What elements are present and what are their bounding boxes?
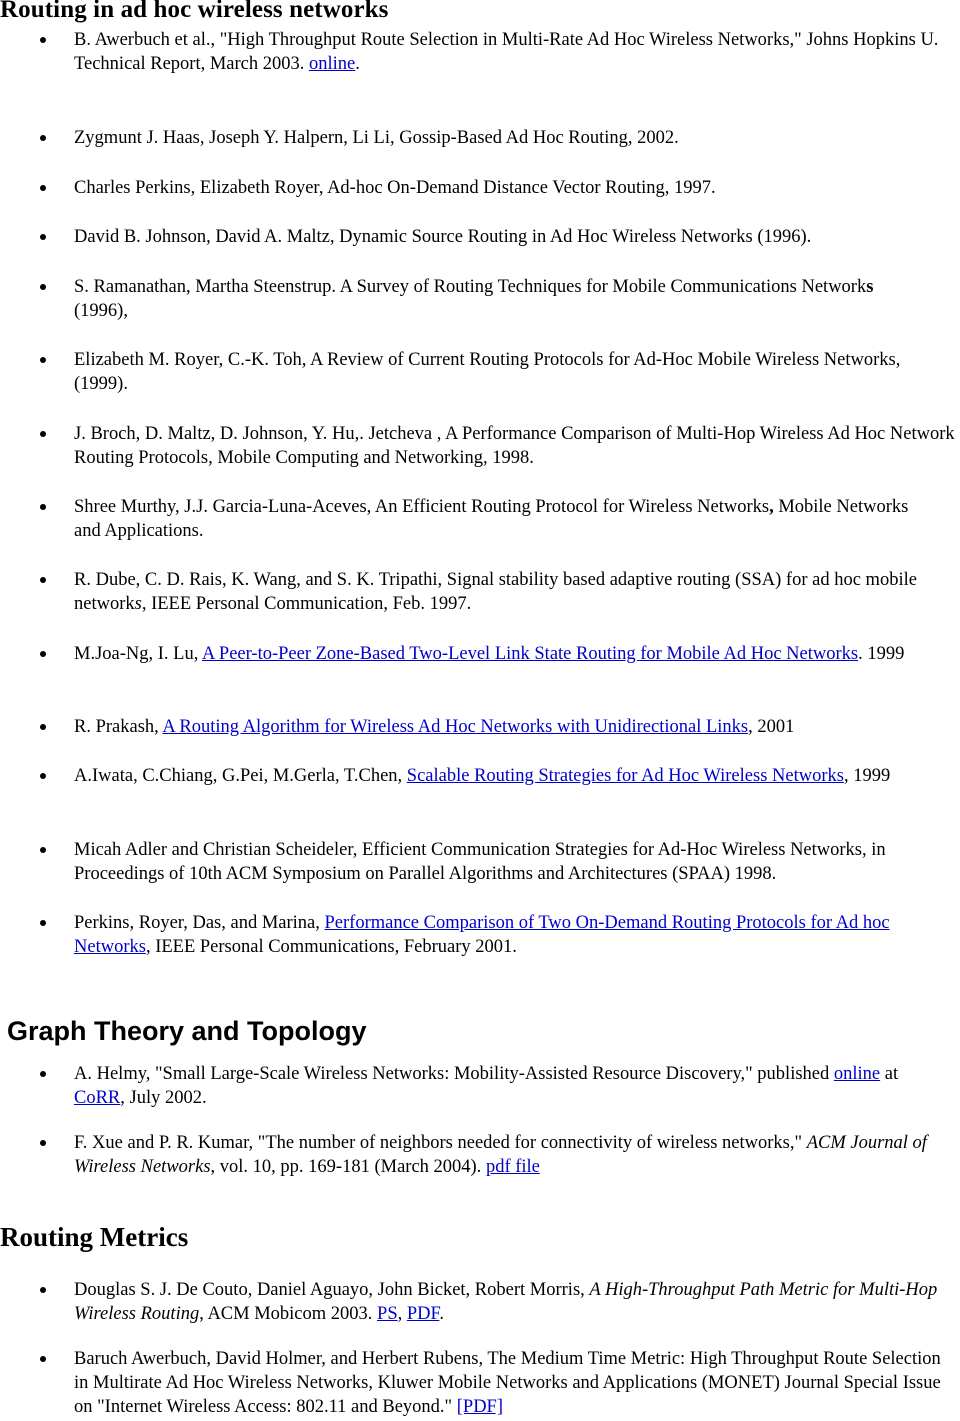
reference-item: S. Ramanathan, Martha Steenstrup. A Survey of Routing Techniques for Mobile Communications Networks (1996), — [74, 275, 894, 323]
section-title-graph: Graph Theory and Topology — [7, 1016, 367, 1046]
reference-item: A. Helmy, "Small Large-Scale Wireless Networks: Mobility-Assisted Resource Discovery," published online at CoRR, July 2002. — [74, 1062, 934, 1110]
reference-item: J. Broch, D. Maltz, D. Johnson, Y. Hu,. Jetcheva , A Performance Comparison of Multi-Hop Wireless Ad Hoc Network Routing Protocols, Mobile Computing and Networking, 1998. — [74, 422, 958, 470]
section-title-metrics: Routing Metrics — [0, 1222, 189, 1252]
pdf-link[interactable]: [PDF] — [456, 1397, 504, 1417]
paper-link[interactable]: A Peer-to-Peer Zone-Based Two-Level Link State Routing for Mobile Ad Hoc Networks — [201, 644, 859, 664]
online-link[interactable]: online — [833, 1064, 881, 1084]
reference-item: Elizabeth M. Royer, C.-K. Toh, A Review of Current Routing Protocols for Ad-Hoc Mobile Wireless Networks, (1999). — [74, 348, 924, 396]
reference-item: Micah Adler and Christian Scheideler, Efficient Communication Strategies for Ad-Hoc Wireless Networks, in Proceedings of 10th ACM Symposium on Parallel Algorithms and Architectures (SPAA) 1998. — [74, 838, 958, 886]
paper-link[interactable]: Performance Comparison of Two On-Demand Routing Protocols for Ad hoc Networks — [74, 913, 890, 957]
reference-item: F. Xue and P. R. Kumar, "The number of neighbors needed for connectivity of wireless networks," ACM Journal of Wireless Networks, vol. 10, pp. 169-181 (March 2004). pdf file — [74, 1131, 958, 1179]
ps-link[interactable]: PS — [377, 1304, 398, 1324]
section-title-routing: Routing in ad hoc wireless networks — [0, 0, 389, 23]
reference-item: Charles Perkins, Elizabeth Royer, Ad-hoc On-Demand Distance Vector Routing, 1997. — [74, 176, 958, 200]
paper-link[interactable]: A Routing Algorithm for Wireless Ad Hoc Networks with Unidirectional Links — [162, 717, 749, 737]
pdf-file-link[interactable]: pdf file — [485, 1157, 540, 1177]
corr-link[interactable]: CoRR — [74, 1088, 121, 1108]
reference-item: Douglas S. J. De Couto, Daniel Aguayo, John Bicket, Robert Morris, A High-Throughput Path Metric for Multi-Hop Wireless Routing, ACM Mobicom 2003. PS, PDF. — [74, 1278, 958, 1326]
reference-item: M.Joa-Ng, I. Lu, A Peer-to-Peer Zone-Based Two-Level Link State Routing for Mobile Ad Hoc Networks. 1999 — [74, 642, 958, 666]
reference-item: David B. Johnson, David A. Maltz, Dynamic Source Routing in Ad Hoc Wireless Networks (1996). — [74, 225, 958, 249]
online-link[interactable]: online — [309, 54, 356, 74]
reference-item: Baruch Awerbuch, David Holmer, and Herbert Rubens, The Medium Time Metric: High Throughput Route Selection in Multirate Ad Hoc Wireless Networks, Kluwer Mobile Networks and Applications (MONET) Journal Special Issue on "Internet Wireless Access: 802.11 and Beyond." [PDF] — [74, 1347, 958, 1419]
pdf-link[interactable]: PDF — [406, 1304, 440, 1324]
reference-item: Perkins, Royer, Das, and Marina, Performance Comparison of Two On-Demand Routing Protocols for Ad hoc Networks, IEEE Personal Communications, February 2001. — [74, 911, 958, 959]
reference-item: Shree Murthy, J.J. Garcia-Luna-Aceves, An Efficient Routing Protocol for Wireless Networks, Mobile Networks and Applications. — [74, 495, 934, 543]
reference-item: A.Iwata, C.Chiang, G.Pei, M.Gerla, T.Chen, Scalable Routing Strategies for Ad Hoc Wireless Networks, 1999 — [74, 764, 958, 788]
reference-item: R. Prakash, A Routing Algorithm for Wireless Ad Hoc Networks with Unidirectional Links, 2001 — [74, 715, 958, 739]
reference-item: Zygmunt J. Haas, Joseph Y. Halpern, Li Li, Gossip-Based Ad Hoc Routing, 2002. — [74, 126, 958, 150]
reference-item: B. Awerbuch et al., "High Throughput Route Selection in Multi-Rate Ad Hoc Wireless Networks," Johns Hopkins U. Technical Report, March 2003. online. — [74, 28, 958, 76]
paper-link[interactable]: Scalable Routing Strategies for Ad Hoc Wireless Networks — [406, 766, 844, 786]
reference-item: R. Dube, C. D. Rais, K. Wang, and S. K. Tripathi, Signal stability based adaptive routing (SSA) for ad hoc mobile networks, IEEE Personal Communication, Feb. 1997. — [74, 568, 958, 616]
